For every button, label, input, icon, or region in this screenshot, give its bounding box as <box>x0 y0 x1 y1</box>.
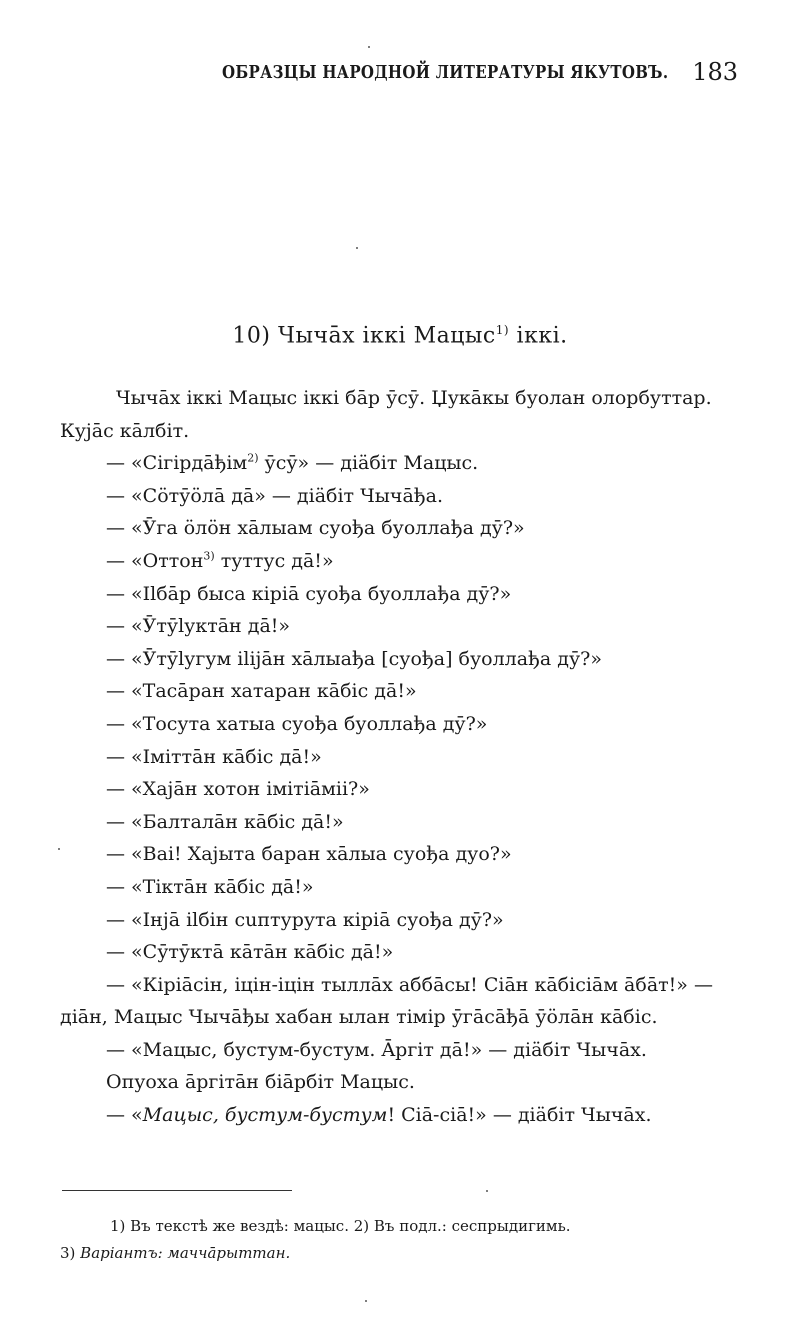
footnote-text: 3) <box>60 1244 81 1262</box>
dialogue-line: — «Тосута хатыа суођа буоллађа дӯ?» <box>106 712 488 735</box>
dialogue-text: — « <box>106 1104 143 1127</box>
dialogue-line <box>60 545 740 578</box>
dialogue-line: — «Ваі! Хајыта баран хāлыа суођа дуо?» <box>106 843 512 866</box>
dialogue-line: — «Балталāн кāбіс дā!» <box>106 810 344 833</box>
dialogue-line: — «Хајāн хотон iмiтiāміі?» <box>106 778 370 801</box>
footnote-label: Варiантъ: <box>80 1244 163 1262</box>
print-speck <box>486 1190 488 1192</box>
paragraph-intro-cont: Кујāс кāлбіт. <box>60 419 190 442</box>
dialogue-text: ! Сiā-сiā!» — дiäбіт Чычāх. <box>387 1104 652 1127</box>
section-title-tail: іккі. <box>509 323 568 349</box>
story-text <box>60 382 740 1132</box>
dialogue-line: — «Ӯтӯlукта̄н дā!» <box>106 615 291 638</box>
footnote-ref: 1) <box>495 323 510 337</box>
narration-line: Опуоха āргiтāн бiāрбіт Мацыс. <box>106 1071 415 1094</box>
print-speck <box>365 1300 367 1302</box>
dialogue-line: — «Iмiттāн кāбіс дā!» <box>106 745 322 768</box>
dialogue-line: — «Кірiāсiн, iцiн-iцiн тыллāх аббāсы! Сiāн кāбісiāм āбāт!» — <box>106 973 713 996</box>
dialogue-line: — «Тасāран хатаран кāбіс дā!» <box>106 680 417 703</box>
footnote-rule <box>62 1190 292 1191</box>
dialogue-line: — «Ӯтӯlугум ilijāн хāлыађа [суођа] буоллађа дӯ?» <box>106 647 602 670</box>
dialogue-text: — «Сігірдāђім <box>106 452 248 475</box>
print-speck <box>356 247 358 249</box>
dialogue-line: — «Сӯтӯктā кāтāн кāбіс дā!» <box>106 941 394 964</box>
paragraph-intro: Чычāх іккі Мацыс іккі бāр ӯсӯ. Џукāкы буолан олорбуттар. <box>116 387 712 409</box>
dialogue-line: — «Сöтӯöлā дā» — дiäбіт Чычāђа. <box>106 484 444 507</box>
footnotes <box>60 1213 750 1267</box>
dialogue-line: — «Мацыс, бустум-бустум. Āргiт дā!» — дiäбіт Чычāх. <box>106 1038 647 1061</box>
footnote-line: 1) Въ текстѣ же вездѣ: мацыс. 2) Въ подл.: сеспрыдигимь. <box>110 1217 571 1235</box>
dialogue-line: — «Ӯга öлöн хāлыам суођа буоллађа дӯ?» <box>106 517 525 540</box>
section-title <box>0 323 800 348</box>
dialogue-text: туттус дā!» <box>214 549 334 572</box>
dialogue-line: — «Інjā ilбін сuптурута кірiā суођа дӯ?» <box>106 908 504 931</box>
footnote-ref: 2) <box>247 451 259 465</box>
footnote-line <box>60 1240 750 1267</box>
footnote-text: маччāрыттан. <box>162 1244 291 1262</box>
dialogue-line: — «Ilбāр быса кірiā суођа буоллађа дӯ?» <box>106 582 512 605</box>
dialogue-text: ӯсӯ» — дiäбіт Мацыс. <box>258 452 479 475</box>
dialogue-line-cont: дiāн, Мацыс Чычāђы хабан ылан тімір ӯгāсāђā ӯöлāн кāбіс. <box>60 1006 658 1029</box>
dialogue-line: — «Тіктāн кāбіс дā!» <box>106 875 314 898</box>
running-head: ОБРАЗЦЫ НАРОДНОЙ ЛИТЕРАТУРЫ ЯКУТОВЪ. <box>222 62 669 83</box>
footnote-ref: 3) <box>203 549 215 563</box>
dialogue-italic: Мацыс, бустум-бустум <box>142 1104 388 1127</box>
print-speck <box>368 46 370 48</box>
dialogue-text: — «Оттон <box>106 549 204 572</box>
section-title-text: 10) Чычāх іккі Мацыс <box>232 323 496 349</box>
dialogue-line <box>60 1099 740 1132</box>
page-number: 183 <box>692 58 738 86</box>
dialogue-line <box>60 447 740 480</box>
